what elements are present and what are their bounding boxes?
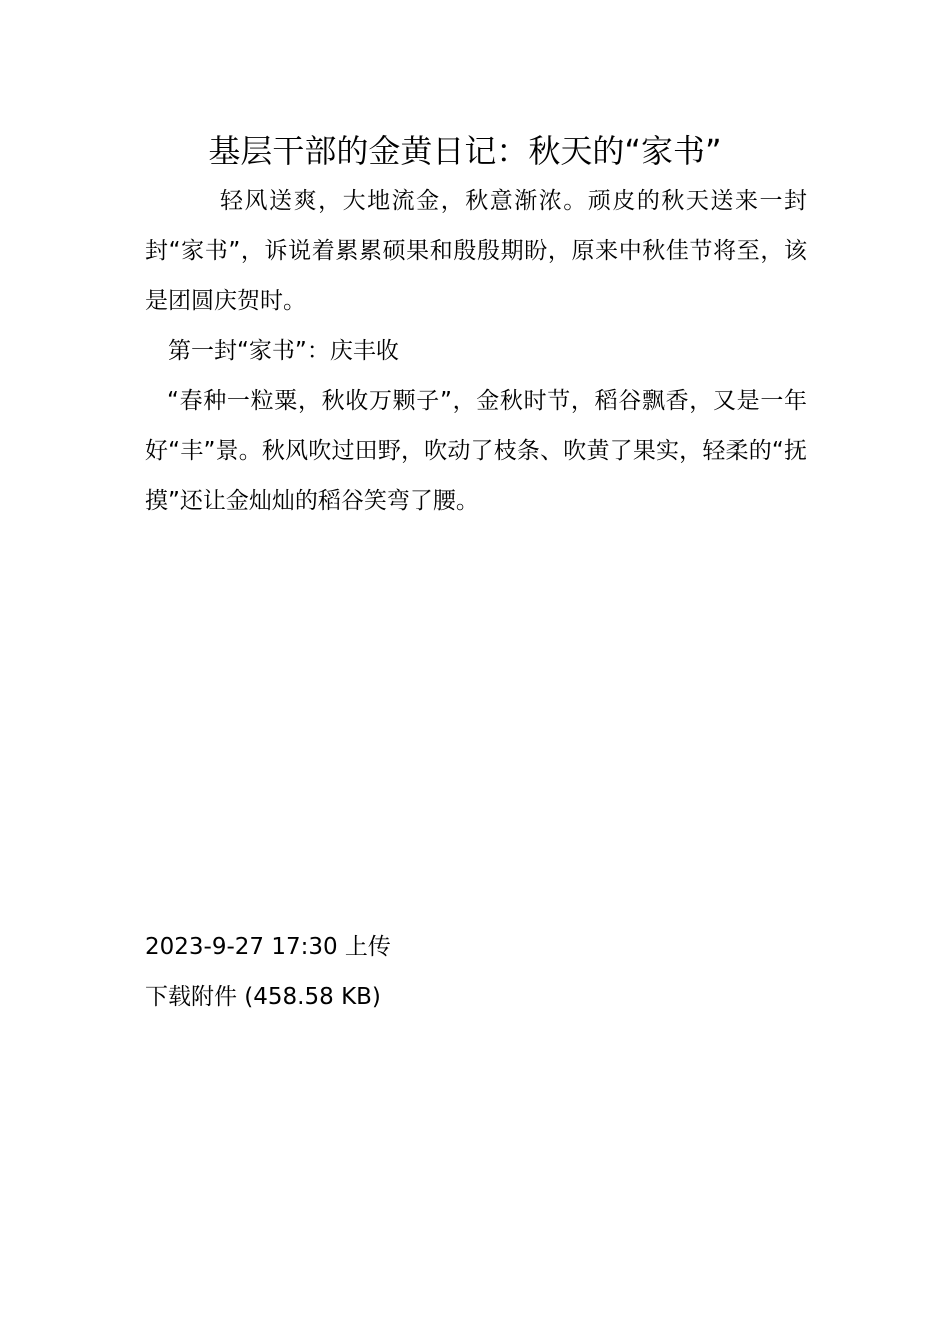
section-paragraph: “春种一粒粟，秋收万颗子”，金秋时节，稻谷飘香，又是一年好“丰”景。秋风吹过田野，吹动了枝条、吹黄了果实，轻柔的“抚摸”还让金灿灿的稻谷笑弯了腰。 [145,388,807,514]
intro-paragraph: 轻风送爽，大地流金，秋意渐浓。顽皮的秋天送来一封封“家书”，诉说着累累硕果和殷殷期盼，原来中秋佳节将至，该是团圆庆贺时。 [145,188,807,314]
document-body [145,176,807,526]
download-attachment-link[interactable]: 下载附件 (458.58 KB) [145,984,381,1010]
upload-timestamp: 2023-9-27 17:30 上传 [145,934,391,960]
document-title: 基层干部的金黄日记：秋天的“家书” [208,132,722,170]
section-heading: 第一封“家书”：庆丰收 [168,338,399,364]
attachment-info [145,922,391,1022]
